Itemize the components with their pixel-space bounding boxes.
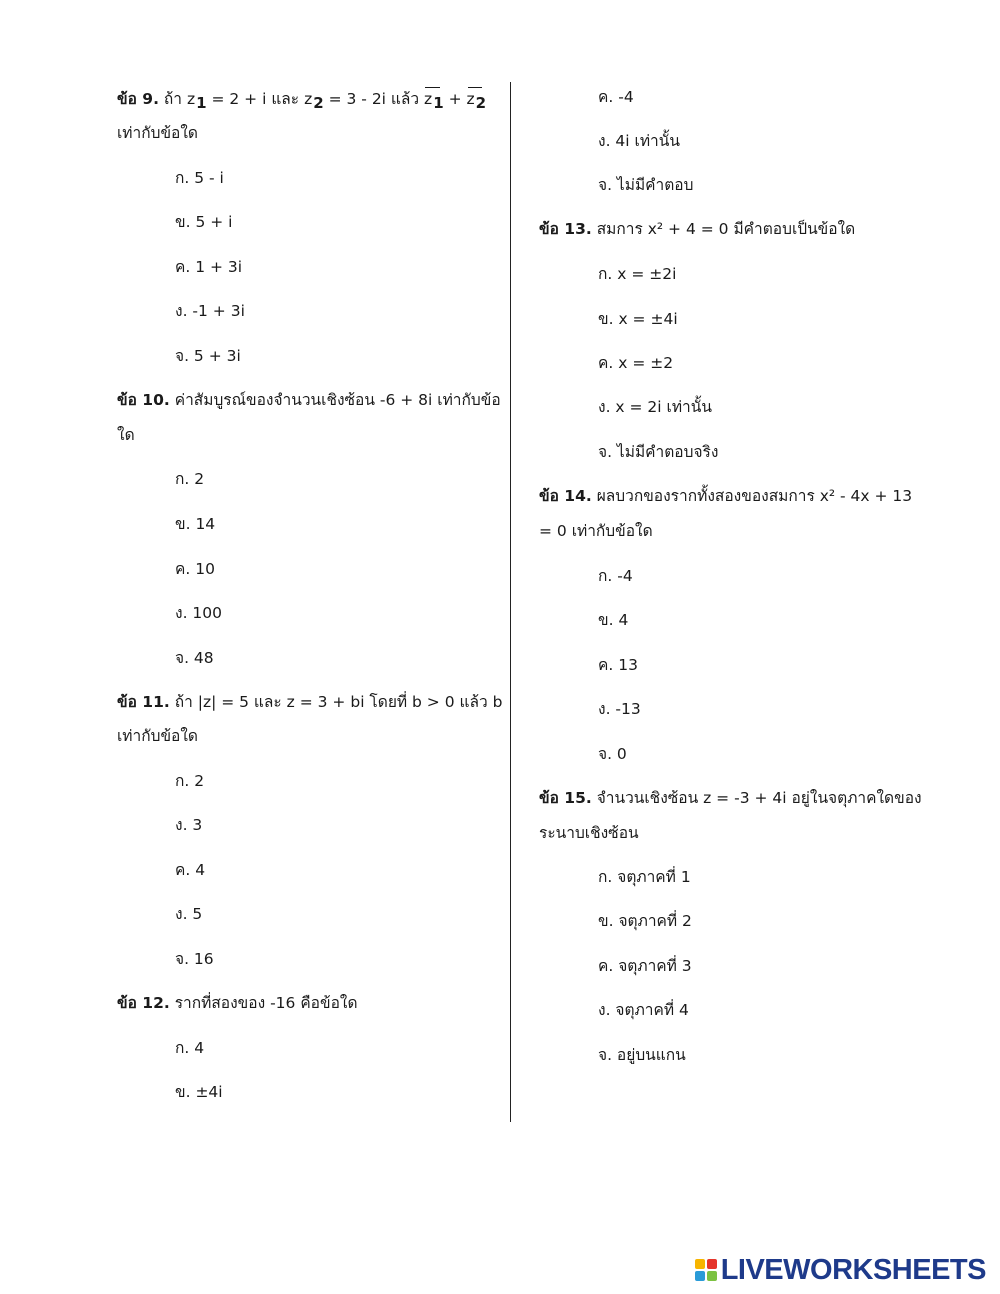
question-text: ใด (117, 426, 135, 444)
conjugate-z2: z2 (466, 90, 487, 112)
option[interactable]: ข. 4 (598, 611, 629, 629)
option[interactable]: ก. จตุภาคที่ 1 (598, 868, 691, 886)
column-divider (510, 82, 511, 1122)
option[interactable]: ง. -13 (598, 700, 641, 718)
option[interactable]: จ. ไม่มีคำตอบ (598, 176, 694, 194)
option[interactable]: ข. 5 + i (175, 213, 233, 231)
brand-name: LIVEWORKSHEETS (720, 1253, 986, 1286)
question-text: = 0 เท่ากับข้อใด (539, 522, 653, 540)
option[interactable]: ก. -4 (598, 567, 633, 585)
option[interactable]: ก. x = ±2i (598, 265, 677, 283)
option[interactable]: จ. อยู่บนแกน (598, 1046, 686, 1064)
option[interactable]: ก. 2 (175, 772, 205, 790)
logo-square (695, 1259, 705, 1269)
logo-square (695, 1271, 705, 1281)
option[interactable]: ค. 10 (175, 560, 215, 578)
question-12: ข้อ 12. รากที่สองของ -16 คือข้อใด (117, 994, 358, 1012)
option[interactable]: ข. จตุภาคที่ 2 (598, 912, 692, 930)
question-text: เท่ากับข้อใด (117, 124, 198, 142)
question-text: ระนาบเชิงซ้อน (539, 824, 639, 842)
option[interactable]: ค. จตุภาคที่ 3 (598, 957, 692, 975)
option[interactable]: ก. 4 (175, 1039, 205, 1057)
option[interactable]: ง. จตุภาคที่ 4 (598, 1001, 689, 1019)
option[interactable]: ง. -1 + 3i (175, 302, 245, 320)
logo-square (707, 1259, 717, 1269)
option[interactable]: ง. 3 (175, 816, 203, 834)
question-number: ข้อ 12. (117, 994, 170, 1012)
option[interactable]: จ. 5 + 3i (175, 347, 241, 365)
option[interactable]: ค. 4 (175, 861, 206, 879)
question-14: ข้อ 14. ผลบวกของรากทั้งสองของสมการ x² - 4x + 13 (539, 487, 913, 505)
option[interactable]: ค. x = ±2 (598, 354, 674, 372)
option[interactable]: ค. 1 + 3i (175, 258, 243, 276)
option[interactable]: ข. x = ±4i (598, 310, 678, 328)
option[interactable]: ค. 13 (598, 656, 638, 674)
option[interactable]: ง. 100 (175, 604, 223, 622)
option[interactable]: ข. ±4i (175, 1083, 223, 1101)
logo-square (707, 1271, 717, 1281)
option[interactable]: ง. x = 2i เท่านั้น (598, 398, 712, 416)
option[interactable]: จ. ไม่มีคำตอบจริง (598, 443, 719, 461)
question-number: ข้อ 13. (539, 220, 592, 238)
brand-mark-icon (695, 1259, 717, 1281)
question-15: ข้อ 15. จำนวนเชิงซ้อน z = -3 + 4i อยู่ในจตุภาคใดของ (539, 789, 922, 807)
option[interactable]: ก. 5 - i (175, 169, 224, 187)
option[interactable]: จ. 48 (175, 649, 214, 667)
option[interactable]: จ. 0 (598, 745, 627, 763)
question-text: เท่ากับข้อใด (117, 727, 198, 745)
question-number: ข้อ 10. (117, 391, 170, 409)
option[interactable]: ก. 2 (175, 470, 205, 488)
question-number: ข้อ 14. (539, 487, 592, 505)
option[interactable]: ค. -4 (598, 88, 634, 106)
conjugate-z1: z1 (424, 90, 444, 112)
liveworksheets-logo[interactable] (695, 1253, 986, 1287)
option[interactable]: ง. 5 (175, 905, 203, 923)
question-9: ข้อ 9. ถ้า z1 = 2 + i และ z2 = 3 - 2i แล้ว z1 + z2 (117, 90, 487, 112)
question-number: ข้อ 9. (117, 90, 159, 108)
question-10: ข้อ 10. ค่าสัมบูรณ์ของจำนวนเชิงซ้อน -6 + 8i เท่ากับข้อ (117, 391, 501, 409)
option[interactable]: ข. 14 (175, 515, 216, 533)
option[interactable]: จ. 16 (175, 950, 214, 968)
question-number: ข้อ 15. (539, 789, 592, 807)
question-number: ข้อ 11. (117, 693, 170, 711)
question-11: ข้อ 11. ถ้า |z| = 5 และ z = 3 + bi โดยที่ b > 0 แล้ว b (117, 693, 503, 711)
question-13: ข้อ 13. สมการ x² + 4 = 0 มีคำตอบเป็นข้อใด (539, 220, 856, 238)
option[interactable]: ง. 4i เท่านั้น (598, 132, 680, 150)
